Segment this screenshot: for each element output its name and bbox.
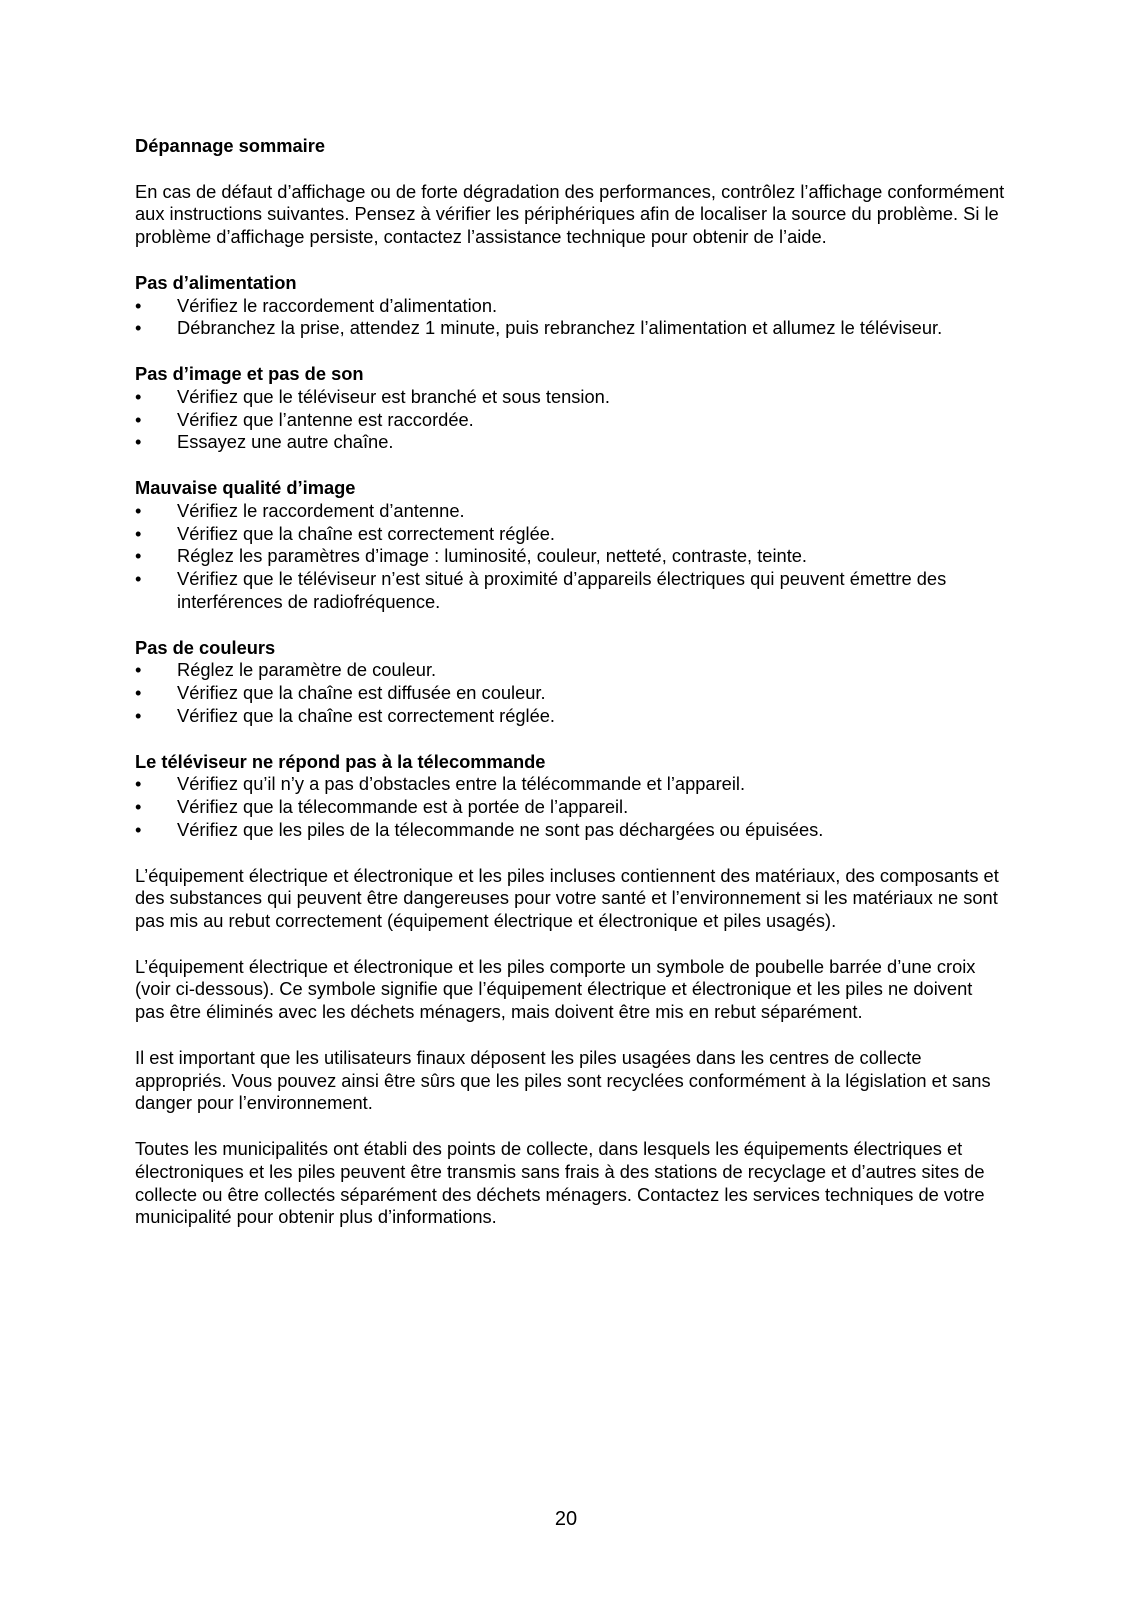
bullet-icon: • — [135, 568, 142, 590]
bullet-icon: • — [135, 522, 142, 544]
list-item — [135, 682, 1005, 705]
bullet-icon: • — [135, 294, 142, 316]
list-item — [135, 386, 1005, 409]
list-item-text: Vérifiez que le téléviseur est branché et sous tension. — [177, 385, 610, 407]
document-page — [135, 135, 1005, 1229]
page-number: 20 — [554, 1508, 578, 1530]
list-item-text: Vérifiez que la chaîne est correctement réglée. — [177, 522, 556, 544]
list-item — [135, 659, 1005, 682]
list-item-text: Vérifiez que la télecommande est à portée de l’appareil. — [177, 796, 629, 818]
bullet-icon: • — [135, 317, 142, 339]
list-item-text: Vérifiez le raccordement d’antenne. — [177, 499, 465, 521]
bullet-icon: • — [135, 682, 142, 704]
list-item — [135, 431, 1005, 454]
bullet-icon: • — [135, 408, 142, 430]
section-poor-image-quality — [135, 477, 1005, 614]
list-item-text: Vérifiez que les piles de la télecommande ne sont pas déchargées ou épuisées. — [177, 818, 824, 840]
section-remote-not-responding — [135, 751, 1005, 842]
document-title: Dépannage sommaire — [135, 135, 325, 156]
bullet-icon: • — [135, 818, 142, 840]
section-no-image-no-sound — [135, 363, 1005, 454]
bullet-list — [135, 500, 1005, 614]
list-item — [135, 523, 1005, 546]
section-no-power — [135, 272, 1005, 340]
section-no-colors — [135, 637, 1005, 728]
list-item — [135, 819, 1005, 842]
list-item-text: Essayez une autre chaîne. — [177, 431, 394, 453]
bullet-icon: • — [135, 431, 142, 453]
list-item-text: Réglez le paramètre de couleur. — [177, 659, 437, 681]
list-item — [135, 705, 1005, 728]
bullet-list — [135, 295, 1005, 341]
section-heading: Pas de couleurs — [135, 636, 276, 658]
bullet-list — [135, 659, 1005, 727]
list-item-text: Vérifiez que la chaîne est correctement réglée. — [177, 704, 556, 726]
bullet-icon: • — [135, 796, 142, 818]
disposal-paragraph-2: L’équipement électrique et électronique et les piles comporte un symbole de poubelle barrée d’une croix (voir ci-dessous). Ce symbole signifie que l’équipement électrique et électronique et les piles ne doivent pas être éliminés avec les déchets ménagers, mais doivent être mis en rebut séparément. — [135, 955, 976, 1023]
disposal-paragraph-4: Toutes les municipalités ont établi des points de collecte, dans lesquels les équipements électriques et électroniques et les piles peuvent être transmis sans frais à des stations de recyclage et d’autres sites de collecte ou être collectés séparément des déchets ménagers. Contactez les services techniques de votre municipalité pour obtenir plus d’informations. — [135, 1138, 985, 1228]
bullet-icon: • — [135, 773, 142, 795]
bullet-icon: • — [135, 499, 142, 521]
list-item-text: Vérifiez que la chaîne est diffusée en couleur. — [177, 682, 546, 704]
list-item — [135, 568, 1005, 614]
bullet-icon: • — [135, 659, 142, 681]
list-item — [135, 796, 1005, 819]
list-item-text: Vérifiez le raccordement d’alimentation. — [177, 294, 498, 316]
list-item-text: Vérifiez que l’antenne est raccordée. — [177, 408, 474, 430]
section-heading: Pas d’alimentation — [135, 271, 297, 293]
list-item-text: Vérifiez que le téléviseur n’est situé à proximité d’appareils électriques qui peuvent émettre des interférences de radiofréquence. — [177, 568, 947, 612]
list-item — [135, 409, 1005, 432]
bullet-icon: • — [135, 704, 142, 726]
list-item-text: Débranchez la prise, attendez 1 minute, puis rebranchez l’alimentation et allumez le téléviseur. — [177, 317, 943, 339]
list-item — [135, 500, 1005, 523]
bullet-list — [135, 773, 1005, 841]
section-heading: Mauvaise qualité d’image — [135, 476, 356, 498]
bullet-icon: • — [135, 385, 142, 407]
bullet-list — [135, 386, 1005, 454]
intro-paragraph: En cas de défaut d’affichage ou de forte dégradation des performances, contrôlez l’affichage conformément aux instructions suivantes. Pensez à vérifier les périphériques afin de localiser la source du problème. Si le problème d’affichage persiste, contactez l’assistance technique pour obtenir de l’aide. — [135, 180, 1005, 248]
list-item — [135, 545, 1005, 568]
list-item-text: Réglez les paramètres d’image : luminosité, couleur, netteté, contraste, teinte. — [177, 545, 808, 567]
disposal-paragraph-3: Il est important que les utilisateurs finaux déposent les piles usagées dans les centres de collecte appropriés. Vous pouvez ainsi être sûrs que les piles sont recyclées conformément à la législation et sans danger pour l’environnement. — [135, 1046, 991, 1114]
list-item — [135, 317, 1005, 340]
bullet-icon: • — [135, 545, 142, 567]
list-item — [135, 773, 1005, 796]
list-item-text: Vérifiez qu’il n’y a pas d’obstacles entre la télécommande et l’appareil. — [177, 773, 746, 795]
disposal-paragraph-1: L’équipement électrique et électronique et les piles incluses contiennent des matériaux, des composants et des substances qui peuvent être dangereuses pour votre santé et l’environnement si les matériaux ne sont pas mis au rebut correctement (équipement électrique et électronique et piles usagés). — [135, 864, 999, 932]
list-item — [135, 295, 1005, 318]
section-heading: Pas d’image et pas de son — [135, 362, 364, 384]
section-heading: Le téléviseur ne répond pas à la télecommande — [135, 750, 546, 772]
